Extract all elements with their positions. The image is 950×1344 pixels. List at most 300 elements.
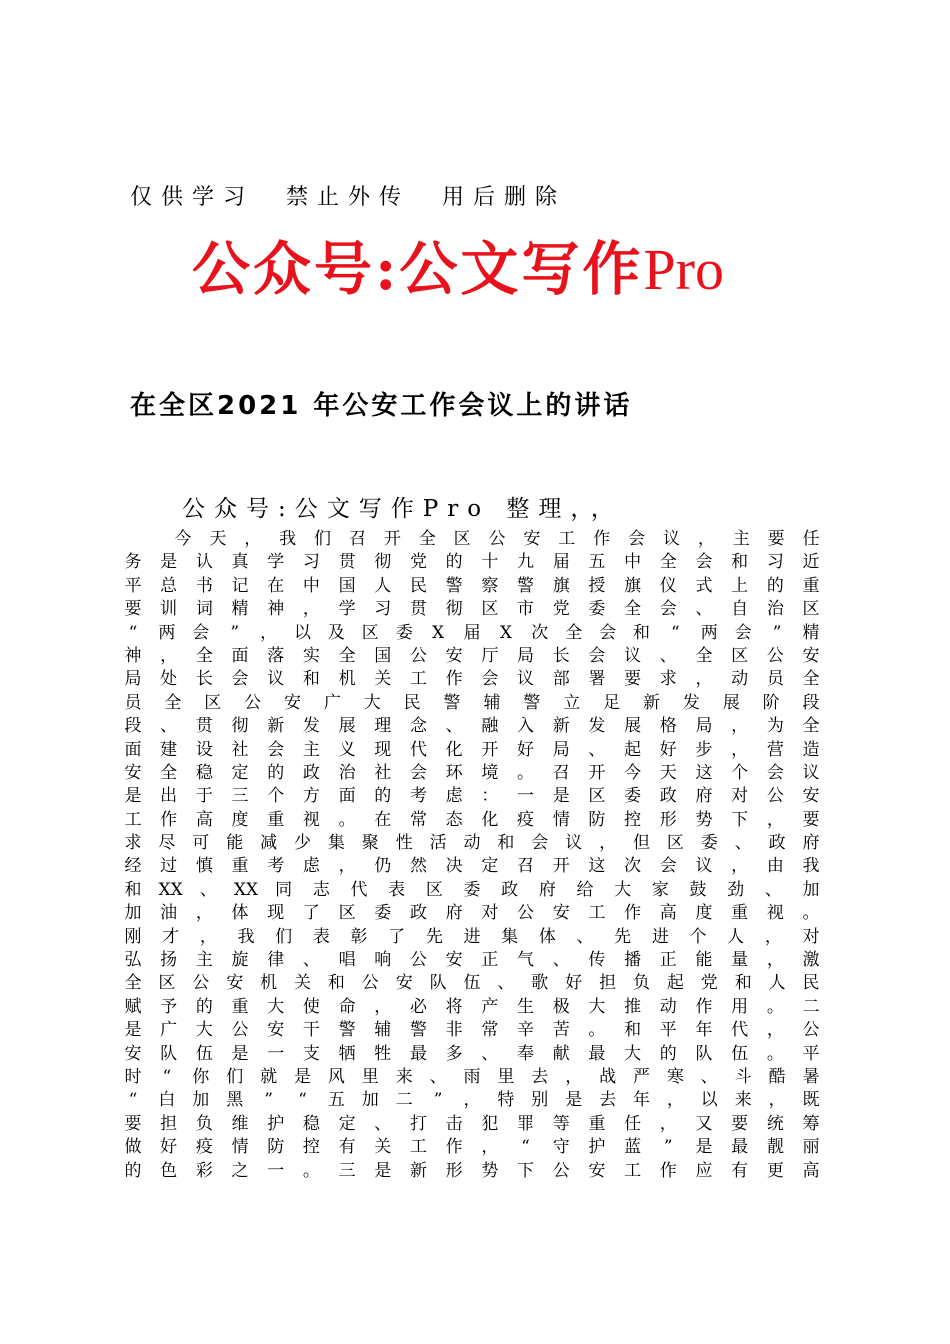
body-char: ， — [302, 599, 320, 620]
body-char: 落 — [267, 645, 285, 666]
body-char: 发 — [588, 716, 606, 737]
body-char: 精 — [802, 622, 820, 643]
body-char: 、 — [695, 599, 713, 620]
body-char: X — [432, 622, 445, 643]
body-char: 公 — [552, 1160, 570, 1181]
body-char: 同 — [275, 879, 293, 900]
body-char: 极 — [552, 996, 570, 1017]
body-char: 营 — [766, 739, 784, 760]
body-char: 个 — [689, 926, 707, 947]
body-char: 好 — [659, 739, 677, 760]
document-body — [124, 528, 820, 1183]
body-char: 平 — [659, 1020, 677, 1041]
body-char: X — [499, 622, 512, 643]
body-char: 了 — [388, 926, 406, 947]
body-char: 公 — [192, 973, 210, 994]
body-char: 议 — [695, 856, 713, 877]
body-char: 安 — [226, 973, 244, 994]
body-line — [124, 785, 820, 808]
body-char: 减 — [260, 833, 278, 854]
body-char: 态 — [445, 809, 463, 830]
body-char: 式 — [695, 575, 713, 596]
body-char: ” — [772, 622, 782, 643]
body-char: ， — [766, 950, 784, 971]
body-char: 动 — [659, 996, 677, 1017]
body-char: 政 — [768, 833, 786, 854]
body-line — [124, 551, 820, 574]
body-char: 大 — [614, 879, 632, 900]
body-char: 主 — [732, 529, 750, 549]
body-char: 人 — [727, 926, 745, 947]
body-char: 对 — [481, 903, 499, 924]
body-char: 广 — [160, 1020, 178, 1041]
body-char: 旋 — [231, 950, 249, 971]
body-char: 治 — [338, 762, 356, 783]
body-line — [124, 1160, 820, 1183]
body-char: 护 — [588, 1137, 606, 1158]
body-char: 总 — [160, 575, 178, 596]
body-char: 委 — [395, 622, 413, 643]
body-char: 习 — [374, 599, 392, 620]
body-char: 安 — [523, 529, 541, 549]
body-char: 的 — [766, 575, 784, 596]
document-title: 在全区2021 年公安工作会议上的讲话 — [130, 391, 633, 421]
body-char: 新 — [267, 716, 285, 737]
body-char: 党 — [552, 599, 570, 620]
body-char: 及 — [327, 622, 345, 643]
body-char: 表 — [312, 926, 330, 947]
body-char: 造 — [802, 739, 820, 760]
restriction-notice: 仅供学习 禁止外传 用后删除 — [130, 185, 566, 210]
body-char: 作 — [695, 996, 713, 1017]
body-char: 一 — [517, 786, 535, 807]
body-line — [124, 1019, 820, 1042]
body-char: 使 — [302, 996, 320, 1017]
body-char: 、 — [429, 1066, 447, 1087]
body-char: 学 — [267, 552, 285, 573]
body-char: 长 — [552, 645, 570, 666]
body-char: 稳 — [195, 762, 213, 783]
body-char: 义 — [338, 739, 356, 760]
body-char: 会 — [481, 669, 499, 690]
body-char: 过 — [160, 856, 178, 877]
body-char: 伍 — [731, 1043, 749, 1064]
body-char: 立 — [563, 692, 581, 713]
body-char: 公 — [409, 645, 427, 666]
body-char: 议 — [624, 645, 642, 666]
body-char: 负 — [633, 973, 650, 994]
body-char: 开 — [588, 762, 606, 783]
body-char: 弘 — [124, 950, 142, 971]
body-line — [124, 855, 820, 878]
body-char: 段 — [802, 692, 820, 713]
body-char: 主 — [195, 950, 213, 971]
body-char: 展 — [722, 692, 740, 713]
body-char: 全 — [802, 669, 820, 690]
body-char: 虑 — [302, 856, 320, 877]
body-char: 生 — [517, 996, 535, 1017]
body-char: 旗 — [552, 575, 570, 596]
body-char: 。 — [766, 996, 784, 1017]
body-char: 防 — [267, 1137, 285, 1158]
body-char: 动 — [731, 669, 749, 690]
body-char: 次 — [531, 622, 549, 643]
body-char: 警 — [338, 1020, 356, 1041]
body-char: 区 — [481, 599, 499, 620]
body-char: 重 — [588, 1113, 606, 1134]
body-char: 的 — [445, 552, 463, 573]
body-char: 安 — [395, 973, 413, 994]
body-char: ， — [160, 645, 178, 666]
body-char: 大 — [588, 996, 606, 1017]
body-char: 工 — [588, 903, 606, 924]
body-char: 能 — [695, 950, 713, 971]
body-char: 家 — [651, 879, 669, 900]
body-char: 控 — [624, 809, 642, 830]
body-char: 长 — [195, 669, 213, 690]
body-char: 新 — [409, 1160, 427, 1181]
body-char: 国 — [374, 645, 392, 666]
body-char: 开 — [552, 856, 570, 877]
body-char: 正 — [659, 950, 677, 971]
body-char: 虑 — [445, 786, 463, 807]
body-char: 仍 — [374, 856, 392, 877]
body-char: 现 — [267, 903, 285, 924]
body-char: 起 — [624, 739, 642, 760]
body-char: 区 — [338, 903, 356, 924]
body-line — [124, 809, 820, 832]
body-char: 更 — [766, 1160, 784, 1181]
body-line — [124, 1113, 820, 1136]
body-char: 安 — [124, 1043, 142, 1064]
body-char: 个 — [731, 762, 749, 783]
brand-cjk: 公众号:公文写作 — [192, 235, 644, 303]
body-char: 工 — [124, 809, 142, 830]
body-char: 会 — [588, 645, 606, 666]
body-char: 环 — [445, 762, 463, 783]
body-line — [124, 949, 820, 972]
body-char: 一 — [267, 1160, 285, 1181]
body-char: 求 — [124, 833, 142, 854]
body-char: 实 — [302, 645, 320, 666]
body-char: 以 — [294, 622, 311, 643]
body-char: 担 — [599, 973, 617, 994]
body-char: “ — [671, 622, 680, 643]
body-char: 天 — [209, 529, 227, 549]
body-char: 召 — [552, 762, 570, 783]
body-char: 、 — [764, 879, 782, 900]
body-char: 来 — [395, 1066, 413, 1087]
body-char: 会 — [659, 856, 677, 877]
body-char: 要 — [124, 599, 142, 620]
body-char: 议 — [517, 669, 535, 690]
body-char: ， — [764, 926, 782, 947]
body-char: 最 — [409, 1043, 427, 1064]
body-char: 做 — [124, 1137, 142, 1158]
body-char: 九 — [517, 552, 535, 573]
body-char: 罪 — [517, 1113, 535, 1134]
body-char: ， — [199, 926, 217, 947]
body-char: 就 — [260, 1066, 278, 1087]
body-char: 展 — [338, 716, 356, 737]
body-char: ， — [374, 996, 392, 1017]
body-char: ： — [481, 786, 499, 807]
body-char: 气 — [517, 950, 535, 971]
body-char: 全 — [802, 716, 820, 737]
body-char: 以 — [700, 1090, 718, 1111]
body-char: 主 — [302, 739, 320, 760]
body-char: 律 — [267, 950, 285, 971]
body-char: “ — [162, 1066, 172, 1087]
body-char: 全 — [659, 552, 677, 573]
body-char: 有 — [338, 1137, 356, 1158]
body-char: 开 — [383, 529, 401, 549]
body-char: 议 — [565, 833, 583, 854]
body-char: 记 — [231, 575, 249, 596]
body-line — [124, 1043, 820, 1066]
body-char: 势 — [695, 809, 713, 830]
body-char: ， — [768, 1090, 786, 1111]
body-char: 筹 — [802, 1113, 820, 1134]
body-char: 形 — [659, 809, 677, 830]
body-char: 击 — [445, 1113, 463, 1134]
body-char: 会 — [192, 622, 210, 643]
body-char: 统 — [766, 1113, 784, 1134]
body-char: 处 — [160, 669, 178, 690]
body-char: 定 — [481, 856, 499, 877]
body-char: 视 — [766, 903, 784, 924]
body-char: 府 — [695, 786, 713, 807]
body-char: 彻 — [231, 716, 249, 737]
body-char: 干 — [302, 1020, 320, 1041]
body-char: 常 — [481, 1020, 499, 1041]
body-char: 给 — [576, 879, 594, 900]
body-char: 白 — [158, 1090, 176, 1111]
body-char: 好 — [565, 973, 583, 994]
body-char: XX — [233, 879, 259, 900]
body-char: 。 — [517, 762, 535, 783]
body-char: 伍 — [195, 1043, 213, 1064]
body-char: 贯 — [338, 552, 356, 573]
body-char: 治 — [766, 599, 784, 620]
body-char: 区 — [802, 599, 820, 620]
body-char: 建 — [160, 739, 178, 760]
body-line — [124, 739, 820, 762]
body-char: 志 — [312, 879, 330, 900]
body-char: 、 — [576, 926, 594, 947]
body-char: 我 — [279, 529, 297, 549]
body-char: 格 — [659, 716, 677, 737]
body-char: 必 — [409, 996, 427, 1017]
body-char: 区 — [731, 645, 749, 666]
body-char: 政 — [659, 786, 677, 807]
body-char: 作 — [659, 1160, 677, 1181]
body-line — [128, 528, 820, 551]
body-char: 对 — [802, 926, 820, 947]
body-char: 集 — [327, 833, 345, 854]
body-char: 支 — [302, 1043, 320, 1064]
body-char: 别 — [531, 1090, 549, 1111]
body-char: 你 — [192, 1066, 210, 1087]
body-char: 全 — [695, 645, 713, 666]
body-char: 、 — [659, 645, 677, 666]
body-char: 神 — [267, 599, 285, 620]
body-char: 全 — [624, 599, 642, 620]
body-char: 召 — [517, 856, 535, 877]
body-char: 署 — [588, 669, 606, 690]
body-char: 加 — [192, 1090, 210, 1111]
body-char: 政 — [501, 879, 519, 900]
body-char: 大 — [267, 996, 285, 1017]
body-char: 党 — [700, 973, 718, 994]
body-char: 步 — [695, 739, 713, 760]
body-char: 民 — [403, 692, 421, 713]
body-char: 代 — [409, 739, 427, 760]
body-char: ， — [338, 856, 356, 877]
body-char: 公 — [766, 645, 784, 666]
body-char: 会 — [659, 599, 677, 620]
body-char: 油 — [160, 903, 178, 924]
body-char: 了 — [302, 903, 320, 924]
body-char: 靓 — [766, 1137, 784, 1158]
body-char: 会 — [599, 622, 617, 643]
body-char: 境 — [481, 762, 499, 783]
body-char: 任 — [802, 529, 820, 549]
body-char: 词 — [195, 599, 213, 620]
body-char: 犯 — [481, 1113, 499, 1134]
body-char: 公 — [231, 1020, 249, 1041]
body-char: 代 — [350, 879, 368, 900]
body-char: 和 — [497, 833, 515, 854]
body-char: 书 — [195, 575, 213, 596]
brand-banner — [192, 222, 724, 306]
body-char: 个 — [267, 786, 285, 807]
body-char: 警 — [523, 692, 541, 713]
body-char: 议 — [802, 762, 820, 783]
body-char: 战 — [599, 1066, 617, 1087]
body-char: 重 — [802, 575, 820, 596]
body-char: 有 — [731, 1160, 749, 1181]
body-char: 警 — [517, 575, 535, 596]
body-char: 要 — [624, 669, 642, 690]
body-char: 。 — [766, 1043, 784, 1064]
body-char: 好 — [160, 1137, 178, 1158]
body-line — [124, 668, 820, 691]
body-char: 今 — [624, 762, 642, 783]
body-char: 人 — [768, 973, 786, 994]
body-char: 员 — [766, 669, 784, 690]
body-line — [124, 1136, 820, 1159]
body-char: 人 — [374, 575, 392, 596]
body-line — [124, 926, 820, 949]
body-char: 大 — [363, 692, 381, 713]
body-char: 下 — [517, 1160, 535, 1181]
body-line — [124, 972, 820, 995]
body-char: 。 — [302, 1160, 320, 1181]
body-line — [124, 996, 820, 1019]
body-char: 性 — [395, 833, 413, 854]
body-char: 歌 — [531, 973, 549, 994]
body-char: 辅 — [483, 692, 501, 713]
body-line — [128, 622, 820, 645]
body-char: 队 — [429, 973, 447, 994]
body-char: 少 — [294, 833, 311, 854]
body-char: 府 — [802, 833, 820, 854]
body-char: 最 — [588, 1043, 606, 1064]
body-char: 两 — [700, 622, 718, 643]
body-char: 。 — [802, 903, 820, 924]
body-char: ” — [663, 1137, 673, 1158]
body-char: 党 — [409, 552, 427, 573]
body-char: 护 — [267, 1113, 285, 1134]
body-char: 认 — [195, 552, 213, 573]
body-char: 重 — [231, 856, 249, 877]
body-char: “ — [298, 1090, 307, 1111]
body-char: 色 — [160, 1160, 178, 1181]
body-char: 情 — [552, 809, 570, 830]
body-char: 唱 — [338, 950, 356, 971]
body-char: 民 — [409, 575, 427, 596]
body-char: 将 — [445, 996, 463, 1017]
body-char: 。 — [338, 809, 356, 830]
body-char: 安 — [802, 645, 820, 666]
body-char: 授 — [588, 575, 606, 596]
body-char: 斗 — [734, 1066, 752, 1087]
body-char: 寒 — [666, 1066, 684, 1087]
body-char: 作 — [445, 669, 463, 690]
body-char: 尽 — [158, 833, 176, 854]
body-char: 会 — [628, 529, 646, 549]
body-char: 要 — [124, 1113, 142, 1134]
body-char: 队 — [695, 1043, 713, 1064]
body-char: 度 — [231, 809, 249, 830]
body-char: 全 — [338, 645, 356, 666]
body-char: 届 — [463, 622, 481, 643]
body-char: 全 — [160, 762, 178, 783]
body-char: 控 — [302, 1137, 320, 1158]
body-char: 于 — [195, 786, 213, 807]
body-char: 区 — [158, 973, 176, 994]
body-char: 民 — [802, 973, 820, 994]
body-char: 警 — [443, 692, 461, 713]
body-char: 作 — [624, 903, 642, 924]
body-line — [124, 692, 820, 715]
body-char: 委 — [463, 879, 481, 900]
body-char: 进 — [651, 926, 669, 947]
body-char: 府 — [538, 879, 556, 900]
body-char: XX — [158, 879, 183, 900]
body-char: 进 — [463, 926, 481, 947]
body-char: 势 — [481, 1160, 499, 1181]
body-char: 公 — [766, 786, 784, 807]
body-char: ， — [731, 716, 749, 737]
body-char: 国 — [338, 575, 356, 596]
body-char: 机 — [260, 973, 278, 994]
body-char: 上 — [731, 575, 749, 596]
body-char: 产 — [481, 996, 499, 1017]
body-char: 非 — [445, 1020, 463, 1041]
body-char: 化 — [445, 739, 463, 760]
body-char: 近 — [802, 552, 820, 573]
body-char: 一 — [267, 1043, 285, 1064]
body-char: 警 — [445, 575, 463, 596]
body-char: 疫 — [195, 1137, 213, 1158]
body-char: 的 — [374, 786, 392, 807]
body-char: 的 — [267, 762, 285, 783]
body-char: 三 — [231, 786, 249, 807]
body-char: 现 — [374, 739, 392, 760]
body-char: 社 — [374, 762, 392, 783]
